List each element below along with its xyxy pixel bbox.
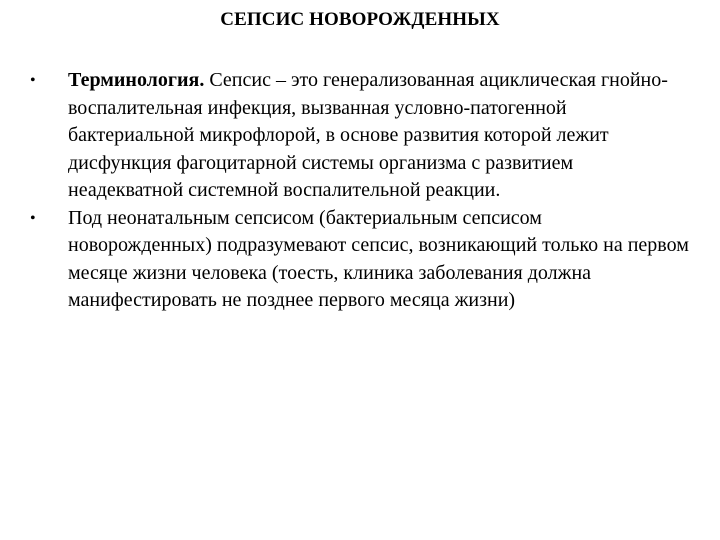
slide-title: СЕПСИС НОВОРОЖДЕННЫХ [220,9,500,30]
bullet-icon: • [30,209,36,227]
bullet-item-terminology [30,67,690,205]
bullet-icon: • [30,72,36,89]
bullet-term: Терминология. [68,69,205,91]
bullet-text: Под неонатальным сепсисом (бактериальным сепсисом новорожденных) подразумевают сепсис, возникающий только на первом месяце жизни человека (тоесть, клиника заболевания должна манифестировать не позднее первого месяца жизни) [68,206,689,311]
bullet-item-neonatal-sepsis [30,205,690,315]
bullet-list [30,67,690,315]
bullet-text: Сепсис – это генерализованная ациклическая гнойно-воспалительная инфекция, вызванная условно-патогенной бактериальной микрофлорой, в основе развития которой лежит дисфункция фагоцитарной системы организма с развитием неадекватной системной воспалительной реакции. [68,69,668,201]
